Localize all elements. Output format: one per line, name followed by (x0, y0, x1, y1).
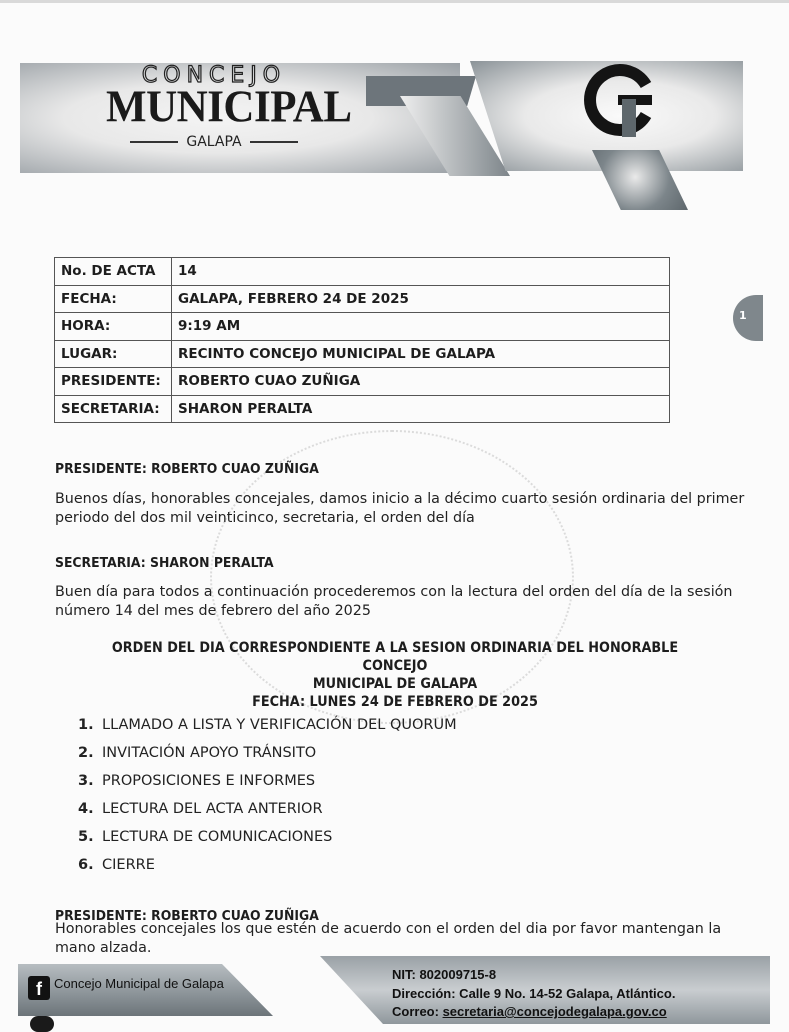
item-text: LECTURA DE COMUNICACIONES (102, 829, 333, 845)
logo-rule-right (250, 141, 298, 143)
facebook-icon: f (28, 976, 50, 1000)
item-number: 3. (78, 773, 94, 789)
footer-email-line (392, 1003, 675, 1022)
agenda-title (55, 639, 735, 711)
item-number: 1. (78, 717, 94, 733)
table-row (55, 368, 670, 396)
speaker-president-2: PRESIDENTE: ROBERTO CUAO ZUÑIGA (55, 908, 319, 924)
row-label: PRESIDENTE: (55, 368, 172, 396)
row-label: FECHA: (55, 285, 172, 313)
row-value: GALAPA, FEBRERO 24 DE 2025 (172, 285, 670, 313)
row-label: HORA: (55, 313, 172, 341)
logo-municipal-text: MUNICIPAL (106, 82, 352, 133)
logo-rule-left (130, 141, 178, 143)
item-text: PROPOSICIONES E INFORMES (102, 773, 316, 789)
acta-info-table (54, 257, 670, 423)
page-number-tab (733, 295, 763, 341)
footer-contact-info (392, 966, 675, 1022)
footer-address: Dirección: Calle 9 No. 14-52 Galapa, Atlántico. (392, 985, 676, 1001)
row-label: No. DE ACTA (55, 258, 172, 286)
paragraph-secretary: Buen día para todos a continuación procederemos con la lectura del orden del día de la sesión número 14 del mes de febrero del año 2025 (55, 584, 733, 619)
table-row (55, 285, 670, 313)
row-value: 14 (172, 258, 670, 286)
item-text: INVITACIÓN APOYO TRÁNSITO (102, 745, 317, 761)
list-item (78, 715, 457, 743)
row-value: ROBERTO CUAO ZUÑIGA (172, 368, 670, 396)
bottom-circle-icon (30, 1016, 54, 1032)
speaker-secretary: SECRETARIA: SHARON PERALTA (55, 555, 274, 571)
speaker-president-1: PRESIDENTE: ROBERTO CUAO ZUÑIGA (55, 461, 319, 477)
scan-edge (0, 0, 789, 3)
agenda-list (78, 715, 457, 883)
page-number: 1 (739, 309, 747, 322)
list-item (78, 743, 457, 771)
table-row (55, 313, 670, 341)
item-text: LLAMADO A LISTA Y VERIFICACIÓN DEL QUORUM (102, 717, 457, 733)
list-item (78, 771, 457, 799)
row-label: SECRETARIA: (55, 395, 172, 423)
item-text: LECTURA DEL ACTA ANTERIOR (102, 801, 323, 817)
footer-email-label: Correo: (392, 1004, 443, 1019)
paragraph-president-2: Honorables concejales los que estén de acuerdo con el orden del dia por favor mantengan la mano alzada. (55, 921, 722, 956)
list-item (78, 799, 457, 827)
list-item (78, 827, 457, 855)
footer-email-link[interactable]: secretaria@concejodegalapa.gov.co (442, 1004, 667, 1019)
row-value: 9:19 AM (172, 313, 670, 341)
facebook-page-label[interactable]: Concejo Municipal de Galapa (54, 976, 224, 991)
item-number: 2. (78, 745, 94, 761)
item-number: 5. (78, 829, 94, 845)
table-row (55, 258, 670, 286)
agenda-title-line-3: FECHA: LUNES 24 DE FEBRERO DE 2025 (252, 694, 538, 710)
agenda-title-line-2: MUNICIPAL DE GALAPA (312, 676, 478, 692)
item-text: CIERRE (102, 857, 155, 873)
logo-galapa-text: GALAPA (186, 134, 242, 150)
footer-nit: NIT: 802009715-8 (392, 967, 497, 982)
table-row (55, 340, 670, 368)
logo-galapa-line (108, 133, 320, 151)
row-value: SHARON PERALTA (172, 395, 670, 423)
agenda-title-line-1: ORDEN DEL DIA CORRESPONDIENTE A LA SESION ORDINARIA DEL HONORABLE CONCEJO (111, 640, 679, 674)
paragraph-president-1: Buenos días, honorables concejales, damos inicio a la décimo cuarto sesión ordinaria del primer periodo del dos mil veinticinco, secretaria, el orden del día (55, 491, 745, 526)
item-number: 4. (78, 801, 94, 817)
logo-concejo-text: CONCEJO (141, 63, 287, 88)
row-value: RECINTO CONCEJO MUNICIPAL DE GALAPA (172, 340, 670, 368)
item-number: 6. (78, 857, 94, 873)
row-label: LUGAR: (55, 340, 172, 368)
table-row (55, 395, 670, 423)
g-logo-icon (580, 63, 660, 143)
list-item (78, 855, 457, 883)
